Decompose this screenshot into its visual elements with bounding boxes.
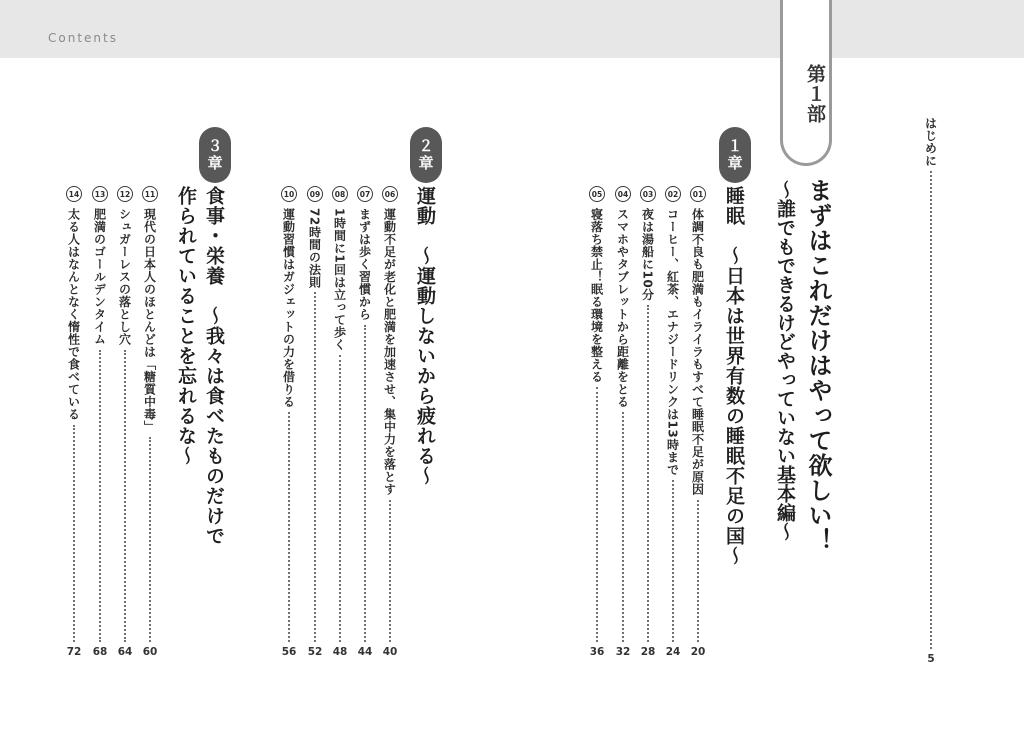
entry-number: 10: [281, 186, 297, 202]
toc-entry[interactable]: [664, 186, 682, 658]
toc-entry[interactable]: [689, 186, 707, 658]
leader-dots: [930, 171, 932, 649]
entry-title: 1時間に1回は立って歩く: [332, 208, 347, 351]
entry-page: 56: [281, 646, 297, 658]
toc-entry[interactable]: [331, 186, 349, 658]
leader-dots: [149, 437, 151, 642]
toc-entry[interactable]: [639, 186, 657, 658]
intro-page: 5: [927, 653, 935, 665]
entry-title: 寝落ち禁止！眠る環境を整える: [589, 208, 604, 383]
leader-dots: [389, 500, 391, 643]
entry-title: 肥満のゴールデンタイム: [92, 208, 107, 346]
entry-page: 36: [589, 646, 605, 658]
entry-page: 68: [92, 646, 108, 658]
chapter-2-badge: ２章: [410, 127, 442, 183]
toc-entry[interactable]: [116, 186, 134, 658]
leader-dots: [596, 387, 598, 642]
toc-entry[interactable]: [141, 186, 159, 658]
entry-number: 03: [640, 186, 656, 202]
entry-title: 72時間の法則: [307, 208, 322, 289]
entry-number: 01: [690, 186, 706, 202]
leader-dots: [339, 355, 341, 642]
leader-dots: [288, 412, 290, 642]
entry-title: まずは歩く習慣から: [357, 208, 372, 321]
leader-dots: [124, 350, 126, 643]
entry-number: 11: [142, 186, 158, 202]
leader-dots: [622, 412, 624, 642]
entry-number: 09: [307, 186, 323, 202]
toc-entry[interactable]: [280, 186, 298, 658]
entry-title: 現代の日本人のほとんどは「糖質中毒」: [142, 208, 157, 433]
entry-page: 72: [66, 646, 82, 658]
entry-number: 05: [589, 186, 605, 202]
toc-entry[interactable]: [306, 186, 324, 658]
entry-title: 体調不良も肥満もイライラもすべて睡眠不足が原因: [690, 208, 705, 496]
toc-entry-intro[interactable]: [922, 117, 940, 665]
entry-page: 64: [117, 646, 133, 658]
contents-label: Contents: [48, 31, 118, 45]
entry-number: 07: [357, 186, 373, 202]
entry-number: 02: [665, 186, 681, 202]
entry-number: 12: [117, 186, 133, 202]
toc-entry[interactable]: [381, 186, 399, 658]
toc-entry[interactable]: [91, 186, 109, 658]
entry-title: スマホやタブレットから距離をとる: [615, 208, 630, 408]
entry-title: 夜は湯船に10分: [640, 208, 655, 301]
entry-title: 運動習慣はガジェットの力を借りる: [281, 208, 296, 408]
entry-page: 32: [615, 646, 631, 658]
entry-page: 60: [142, 646, 158, 658]
leader-dots: [73, 425, 75, 643]
entry-number: 08: [332, 186, 348, 202]
part-title: まずはこれだけはやって欲しい！: [804, 178, 832, 553]
entry-page: 24: [665, 646, 681, 658]
toc-entry[interactable]: [588, 186, 606, 658]
toc-entry[interactable]: [356, 186, 374, 658]
chapter-3-badge: ３章: [199, 127, 231, 183]
leader-dots: [364, 325, 366, 643]
entry-page: 40: [382, 646, 398, 658]
chapter-3-title-line1: 食事・栄養 ～我々は食べたものだけで: [203, 186, 225, 546]
entry-page: 20: [690, 646, 706, 658]
entry-page: 48: [332, 646, 348, 658]
chapter-1-title: 睡眠 ～日本は世界有数の睡眠不足の国～: [723, 186, 745, 566]
part-tab-label: 第１部: [804, 64, 826, 124]
part-tab: [780, 0, 832, 166]
chapter-2-title: 運動 ～運動しないから疲れる～: [414, 186, 436, 486]
entry-title: 太る人はなんとなく惰性で食べている: [66, 208, 81, 421]
entry-number: 14: [66, 186, 82, 202]
entry-page: 44: [357, 646, 373, 658]
intro-title: はじめに: [923, 117, 938, 167]
leader-dots: [314, 292, 316, 642]
entry-page: 28: [640, 646, 656, 658]
toc-entry[interactable]: [65, 186, 83, 658]
entry-number: 13: [92, 186, 108, 202]
leader-dots: [647, 305, 649, 642]
entry-number: 06: [382, 186, 398, 202]
chapter-3-title-line2: 作られていることを忘れるな～: [175, 186, 197, 466]
header-bar: [0, 0, 1024, 58]
leader-dots: [672, 480, 674, 642]
entry-page: 52: [307, 646, 323, 658]
entry-title: 運動不足が老化と肥満を加速させ、集中力を落とす: [382, 208, 397, 496]
leader-dots: [697, 500, 699, 643]
toc-entry[interactable]: [614, 186, 632, 658]
entry-number: 04: [615, 186, 631, 202]
entry-title: シュガーレスの落とし穴: [117, 208, 132, 346]
chapter-1-badge: １章: [719, 127, 751, 183]
entry-title: コーヒー、紅茶、エナジードリンクは13時まで: [665, 208, 680, 476]
part-subtitle: ～誰でもできるけどやっていない基本編～: [774, 180, 796, 541]
leader-dots: [99, 350, 101, 643]
